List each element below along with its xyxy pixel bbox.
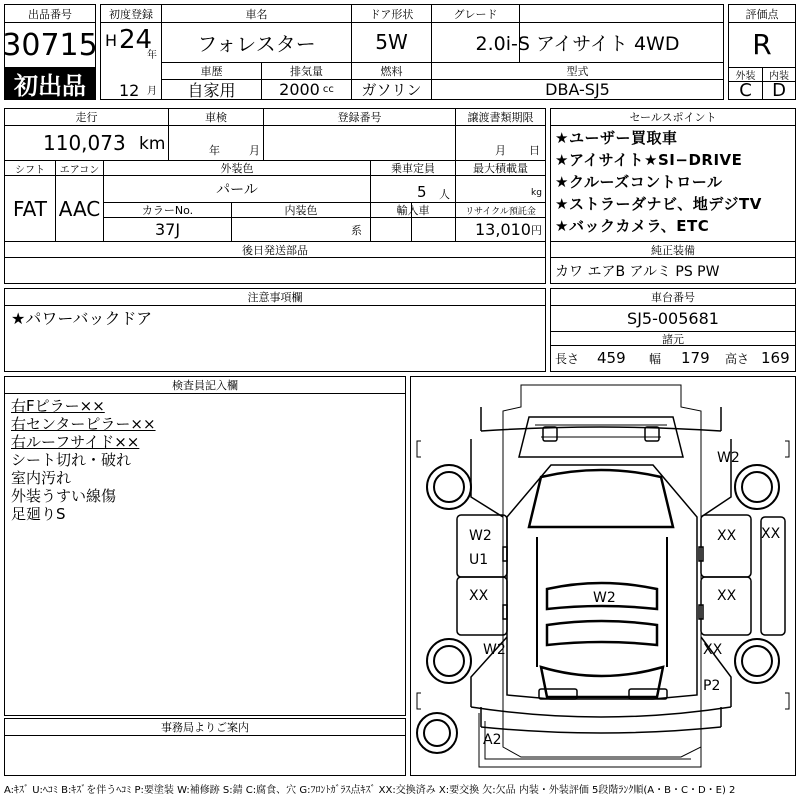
sales-point: ★バックカメラ、ETC xyxy=(555,217,710,235)
score: R xyxy=(752,28,772,61)
displacement-unit: cc xyxy=(322,84,334,95)
exterior-label: 外装 xyxy=(735,70,756,82)
inspector-line: 右センターピラー×× xyxy=(11,415,156,433)
sales-point: ★アイサイト★SI−DRIVE xyxy=(555,151,743,169)
interior-grade: D xyxy=(772,79,786,101)
damage-mark: W2 xyxy=(469,528,492,544)
recycle-unit: 円 xyxy=(531,224,542,237)
displacement-value: 2000 xyxy=(279,80,320,99)
notes-box xyxy=(4,288,546,372)
office-label: 事務局よりご案内 xyxy=(161,721,249,734)
inspector-line: シート切れ・破れ xyxy=(11,451,132,469)
damage-mark: P2 xyxy=(703,678,721,694)
grade-label: グレード xyxy=(453,7,498,21)
transfer-day-unit: 日 xyxy=(529,144,540,157)
color-no: 37J xyxy=(154,220,181,239)
grade-label-right xyxy=(520,5,723,22)
color-no-label: カラーNo. xyxy=(141,204,194,217)
damage-mark: W2 xyxy=(483,642,506,658)
int-color-unit: 系 xyxy=(351,224,362,237)
capacity: 5 xyxy=(417,183,427,201)
parts-label: 後日発送部品 xyxy=(242,243,308,257)
mileage: 110,073 xyxy=(43,131,126,155)
sales-point: ★ストラーダナビ、地デジTV xyxy=(555,195,762,213)
history-label: 車歴 xyxy=(200,65,223,78)
recycle-label: リサイクル預託金 xyxy=(465,206,536,217)
ext-color-label: 外装色 xyxy=(220,162,254,175)
import-label: 輸入車 xyxy=(396,204,430,217)
inspector-line: 外装うすい線傷 xyxy=(11,487,117,505)
month-unit: 月 xyxy=(147,86,157,97)
inspector-line: 右ルーフサイド×× xyxy=(11,433,140,451)
equipment-label: 純正装備 xyxy=(651,243,695,257)
reg-year: 24 xyxy=(119,25,153,55)
damage-mark: W2 xyxy=(717,450,740,466)
ext-color: パール xyxy=(216,182,258,198)
sales-point: ★ユーザー買取車 xyxy=(555,129,678,147)
car-diagram-svg xyxy=(411,377,795,775)
notes-label: 注意事項欄 xyxy=(247,291,303,304)
door-label: ドア形状 xyxy=(369,7,414,21)
sales-points-label: セールスポイント xyxy=(629,111,717,124)
fuel-label: 燃料 xyxy=(380,65,403,78)
first-reg-label: 初度登録 xyxy=(109,7,153,21)
recycle-fee: 13,010 xyxy=(475,220,531,239)
max-load-label: 最大積載量 xyxy=(473,162,528,175)
year-unit: 年 xyxy=(147,50,157,61)
aircon-label: エアコン xyxy=(59,164,100,176)
lot-number-box xyxy=(4,4,96,100)
displacement-label: 排気量 xyxy=(290,65,323,78)
max-load-unit: kg xyxy=(531,188,542,198)
damage-mark: XX xyxy=(703,642,723,658)
damage-mark: XX xyxy=(717,588,737,604)
lot-number: 30715 xyxy=(2,27,98,63)
chassis-label: 車台番号 xyxy=(651,291,695,304)
damage-mark: W2 xyxy=(593,590,616,606)
damage-mark: XX xyxy=(469,588,489,604)
inspection-month-unit: 月 xyxy=(249,144,260,157)
fuel: ガソリン xyxy=(361,81,422,99)
shift-label: シフト xyxy=(15,164,45,176)
height-label: 高さ xyxy=(725,352,750,366)
vehicle-header-box xyxy=(100,4,724,100)
era: H xyxy=(105,31,118,50)
mileage-label: 走行 xyxy=(75,111,98,124)
sales-point: ★クルーズコントロール xyxy=(555,173,723,191)
score-label: 評価点 xyxy=(745,7,779,21)
door-type: 5W xyxy=(375,30,408,54)
notes-text: ★パワーバックドア xyxy=(11,309,153,328)
damage-diagram xyxy=(410,376,796,776)
office-box xyxy=(4,718,406,776)
inspector-line: 右Fピラー×× xyxy=(11,397,105,415)
equipment: カワ エアB アルミ PS PW xyxy=(555,264,720,280)
plate-label: 登録番号 xyxy=(337,111,382,124)
inspector-line: 室内汚れ xyxy=(11,469,72,487)
length: 459 xyxy=(597,349,626,367)
aircon: AAC xyxy=(58,196,101,221)
model-code: DBA-SJ5 xyxy=(545,80,610,99)
history: 自家用 xyxy=(187,81,236,100)
capacity-label: 乗車定員 xyxy=(391,162,435,175)
car-name-label: 車名 xyxy=(245,7,268,21)
inspector-notes xyxy=(5,397,405,523)
damage-mark: XX xyxy=(761,526,781,542)
chassis-box xyxy=(550,288,796,372)
grade: 2.0i-S アイサイト 4WD xyxy=(475,32,680,55)
reg-month: 12 xyxy=(119,81,140,100)
score-box xyxy=(728,4,796,100)
inspection-year-unit: 年 xyxy=(209,144,220,157)
sales-points-list xyxy=(551,127,795,237)
inspector-line: 足廻りS xyxy=(11,505,66,523)
length-label: 長さ xyxy=(555,352,580,366)
inspector-label: 検査員記入欄 xyxy=(172,379,238,392)
inspection-label: 車検 xyxy=(205,111,227,124)
first-listing-badge: 初出品 xyxy=(5,67,95,99)
inspector-box xyxy=(4,376,406,716)
lot-number-label: 出品番号 xyxy=(5,5,95,23)
exterior-grade: C xyxy=(739,79,752,101)
damage-mark: A2 xyxy=(483,732,502,748)
width: 179 xyxy=(681,349,710,367)
car-name: フォレスター xyxy=(197,31,316,56)
damage-mark: XX xyxy=(717,528,737,544)
model-label: 型式 xyxy=(566,65,589,78)
specs-label: 諸元 xyxy=(662,332,684,346)
shift: FAT xyxy=(12,196,47,221)
mileage-unit: km xyxy=(139,134,166,154)
legend-footer: A:ｷｽﾞ U:ﾍｺﾐ B:ｷｽﾞを伴うﾍｺﾐ P:要塗装 W:補修跡 S:錆 C:腐食、穴 G:ﾌﾛﾝﾄｶﾞﾗｽ点ｷｽﾞ XX:交換済み X:要交換 欠:欠品 内装・外装評価 5段階ﾗﾝｸ順(A・B・C・D・E) 2 xyxy=(4,785,736,796)
sales-points-box xyxy=(550,108,796,284)
width-label: 幅 xyxy=(649,352,662,366)
transfer-label: 譲渡書類期限 xyxy=(467,111,534,124)
height: 169 xyxy=(761,349,790,367)
chassis-number: SJ5-005681 xyxy=(627,309,719,328)
damage-mark: U1 xyxy=(469,552,489,568)
capacity-unit: 人 xyxy=(439,188,450,201)
interior-label: 内装 xyxy=(769,70,789,82)
vehicle-details-box xyxy=(4,108,546,284)
displacement xyxy=(262,80,351,99)
transfer-month-unit: 月 xyxy=(495,144,506,157)
int-color-label: 内装色 xyxy=(284,204,318,217)
